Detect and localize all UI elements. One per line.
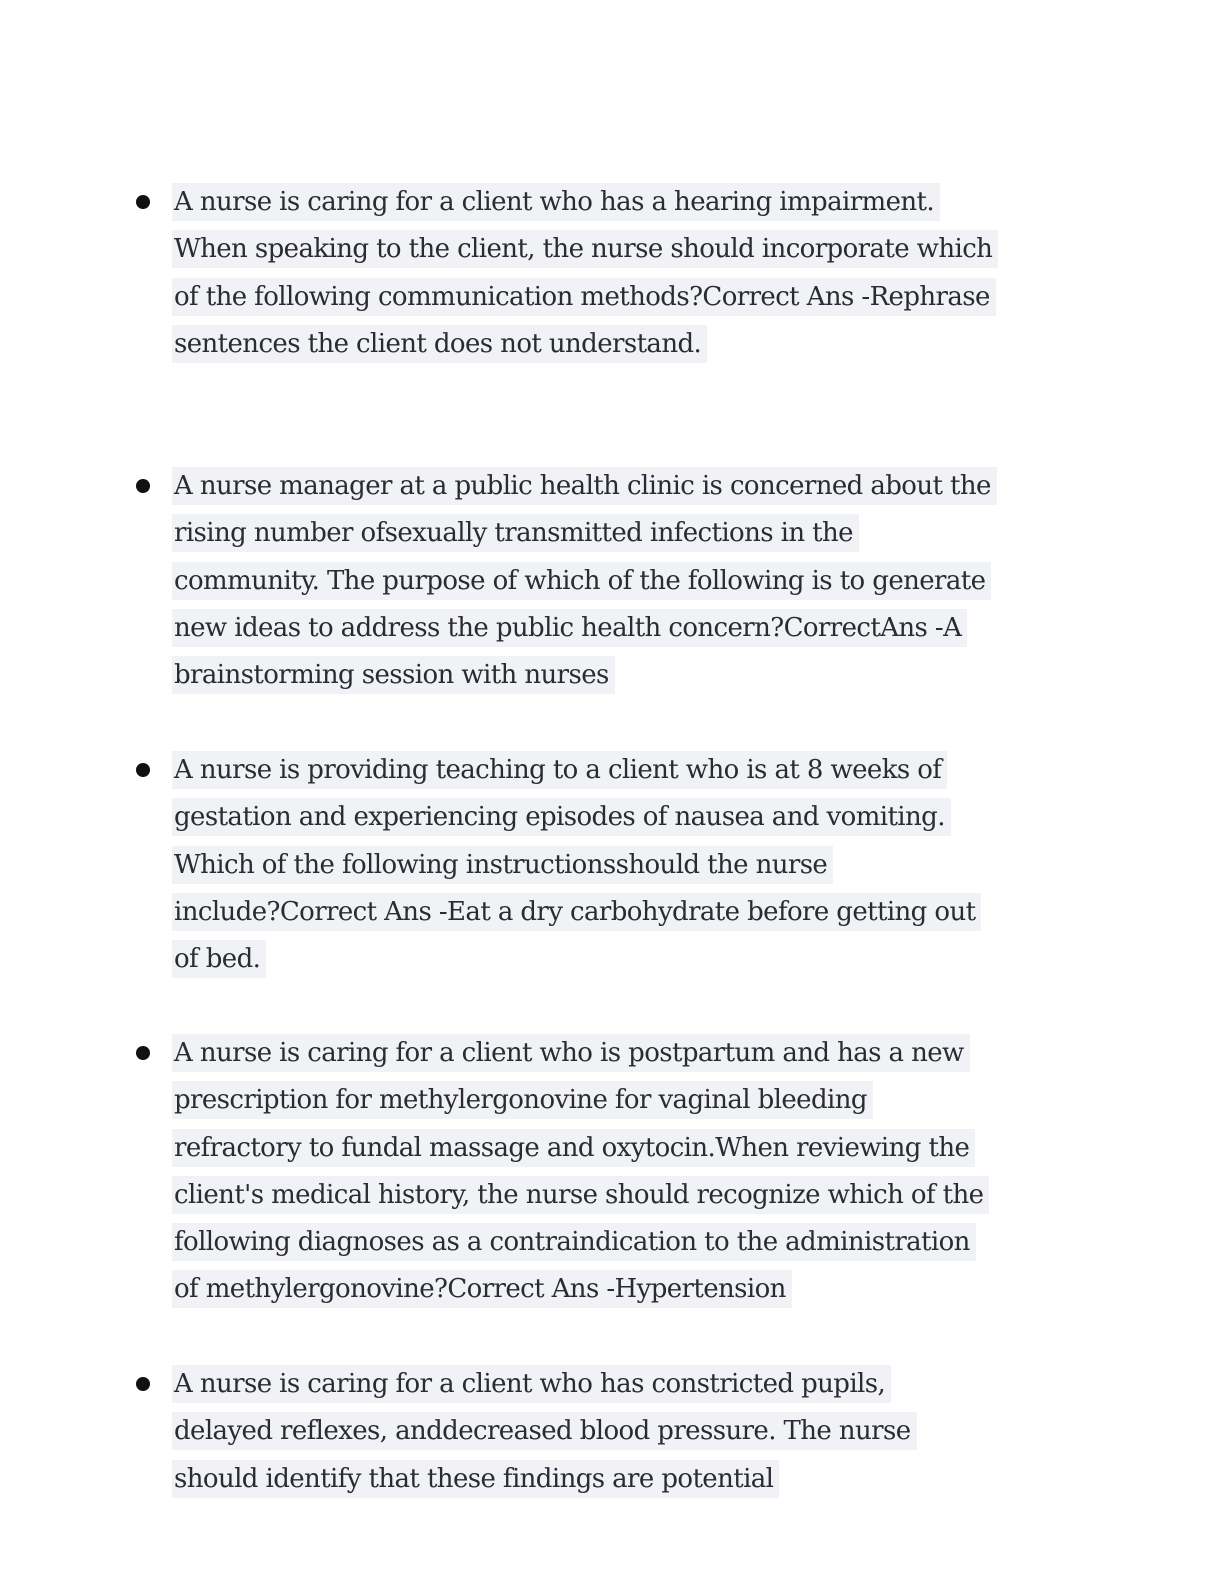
bullet-icon — [136, 1046, 150, 1060]
text-line: community. The purpose of which of the following is to generate — [174, 560, 1074, 607]
list-item — [174, 1032, 1074, 1316]
text-line: When speaking to the client, the nurse should incorporate which — [174, 228, 1074, 275]
text-line: A nurse is caring for a client who is postpartum and has a new — [174, 1032, 1074, 1079]
text-line: A nurse manager at a public health clinic is concerned about the — [174, 465, 1074, 512]
text-line: delayed reflexes, anddecreased blood pressure. The nurse — [174, 1410, 1074, 1457]
text-line: rising number ofsexually transmitted infections in the — [174, 512, 1074, 559]
list-item — [174, 181, 1074, 370]
text-line: include?Correct Ans -Eat a dry carbohydrate before getting out — [174, 891, 1074, 938]
text-line: sentences the client does not understand. — [174, 323, 1074, 370]
text-line: of methylergonovine?Correct Ans -Hypertension — [174, 1268, 1074, 1315]
text-line: of the following communication methods?Correct Ans -Rephrase — [174, 276, 1074, 323]
bullet-icon — [136, 1377, 150, 1391]
text-line: A nurse is caring for a client who has a hearing impairment. — [174, 181, 1074, 228]
list-item — [174, 749, 1074, 985]
list-item — [174, 1363, 1074, 1505]
bullet-icon — [136, 763, 150, 777]
text-line: A nurse is providing teaching to a client who is at 8 weeks of — [174, 749, 1074, 796]
text-line: brainstorming session with nurses — [174, 654, 1074, 701]
text-line: of bed. — [174, 938, 1074, 985]
text-line: A nurse is caring for a client who has constricted pupils, — [174, 1363, 1074, 1410]
text-line: client's medical history, the nurse should recognize which of the — [174, 1174, 1074, 1221]
text-line: following diagnoses as a contraindication to the administration — [174, 1221, 1074, 1268]
list-item — [174, 465, 1074, 701]
text-line: gestation and experiencing episodes of nausea and vomiting. — [174, 796, 1074, 843]
text-line: prescription for methylergonovine for vaginal bleeding — [174, 1079, 1074, 1126]
text-line: Which of the following instructionsshould the nurse — [174, 844, 1074, 891]
bullet-icon — [136, 195, 150, 209]
text-line: refractory to fundal massage and oxytocin.When reviewing the — [174, 1127, 1074, 1174]
text-line: should identify that these findings are potential — [174, 1458, 1074, 1505]
bullet-icon — [136, 479, 150, 493]
text-line: new ideas to address the public health concern?CorrectAns -A — [174, 607, 1074, 654]
